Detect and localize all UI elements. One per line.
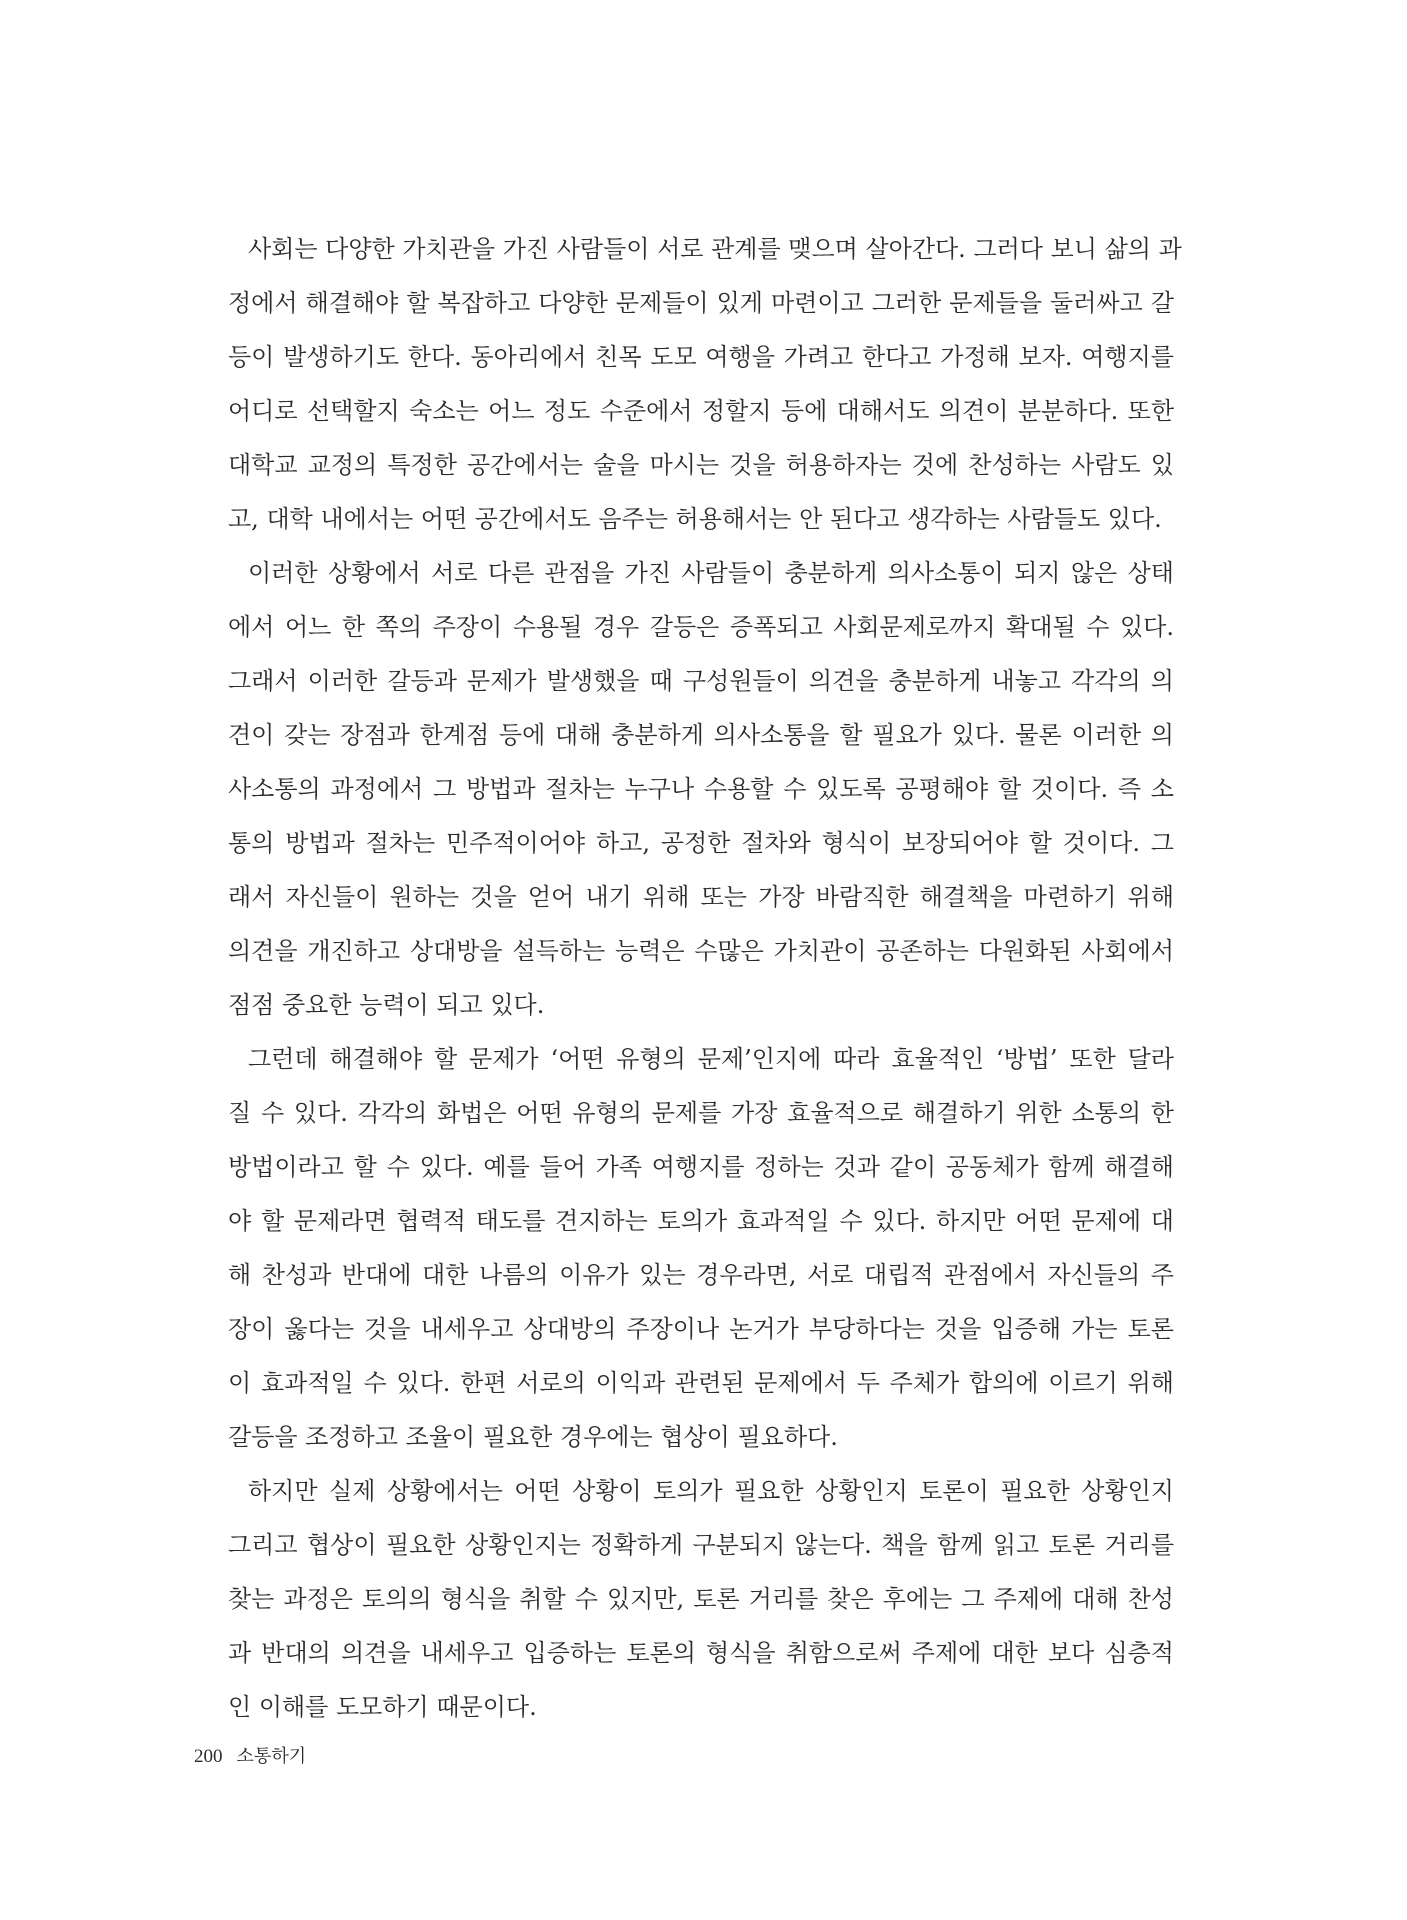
text-line: 어디로 선택할지 숙소는 어느 정도 수준에서 정할지 등에 대해서도 의견이 분분하다. 또한 bbox=[228, 397, 1174, 425]
text-line: 점점 중요한 능력이 되고 있다. bbox=[228, 991, 545, 1019]
text-line: 정에서 해결해야 할 복잡하고 다양한 문제들이 있게 마련이고 그러한 문제들을 둘러싸고 갈 bbox=[228, 289, 1174, 317]
text-line: 인 이해를 도모하기 때문이다. bbox=[228, 1693, 537, 1721]
text-line: 고, 대학 내에서는 어떤 공간에서도 음주는 허용해서는 안 된다고 생각하는 사람들도 있다. bbox=[228, 505, 1162, 533]
text-line: 의견을 개진하고 상대방을 설득하는 능력은 수많은 가치관이 공존하는 다원화된 사회에서 bbox=[228, 937, 1174, 965]
text-line: 등이 발생하기도 한다. 동아리에서 친목 도모 여행을 가려고 한다고 가정해 보자. 여행지를 bbox=[228, 343, 1174, 371]
text-line: 하지만 실제 상황에서는 어떤 상황이 토의가 필요한 상황인지 토론이 필요한 상황인지 bbox=[248, 1477, 1174, 1505]
text-line: 사회는 다양한 가치관을 가진 사람들이 서로 관계를 맺으며 살아간다. 그러다 보니 삶의 과 bbox=[248, 235, 1182, 263]
body-text bbox=[228, 222, 1182, 1734]
text-line: 이 효과적일 수 있다. 한편 서로의 이익과 관련된 문제에서 두 주체가 합의에 이르기 위해 bbox=[228, 1369, 1174, 1397]
text-line: 야 할 문제라면 협력적 태도를 견지하는 토의가 효과적일 수 있다. 하지만 어떤 문제에 대 bbox=[228, 1207, 1174, 1235]
text-line: 에서 어느 한 쪽의 주장이 수용될 경우 갈등은 증폭되고 사회문제로까지 확대될 수 있다. bbox=[228, 613, 1174, 641]
text-line: 찾는 과정은 토의의 형식을 취할 수 있지만, 토론 거리를 찾은 후에는 그 주제에 대해 찬성 bbox=[228, 1585, 1174, 1613]
text-line: 해 찬성과 반대에 대한 나름의 이유가 있는 경우라면, 서로 대립적 관점에서 자신들의 주 bbox=[228, 1261, 1174, 1289]
running-title: 소통하기 bbox=[236, 1746, 307, 1767]
text-line: 그런데 해결해야 할 문제가 ‘어떤 유형의 문제’인지에 따라 효율적인 ‘방법’ 또한 달라 bbox=[248, 1045, 1174, 1073]
page-footer bbox=[194, 1744, 306, 1769]
text-line: 그래서 이러한 갈등과 문제가 발생했을 때 구성원들이 의견을 충분하게 내놓고 각각의 의 bbox=[228, 667, 1174, 695]
text-line: 갈등을 조정하고 조율이 필요한 경우에는 협상이 필요하다. bbox=[228, 1423, 838, 1451]
text-line: 사소통의 과정에서 그 방법과 절차는 누구나 수용할 수 있도록 공평해야 할 것이다. 즉 소 bbox=[228, 775, 1174, 803]
text-line: 견이 갖는 장점과 한계점 등에 대해 충분하게 의사소통을 할 필요가 있다. 물론 이러한 의 bbox=[228, 721, 1174, 749]
text-line: 방법이라고 할 수 있다. 예를 들어 가족 여행지를 정하는 것과 같이 공동체가 함께 해결해 bbox=[228, 1153, 1174, 1181]
text-line: 통의 방법과 절차는 민주적이어야 하고, 공정한 절차와 형식이 보장되어야 할 것이다. 그 bbox=[228, 829, 1174, 857]
text-line: 과 반대의 의견을 내세우고 입증하는 토론의 형식을 취함으로써 주제에 대한 보다 심층적 bbox=[228, 1639, 1174, 1667]
text-line: 래서 자신들이 원하는 것을 얻어 내기 위해 또는 가장 바람직한 해결책을 마련하기 위해 bbox=[228, 883, 1174, 911]
text-line: 질 수 있다. 각각의 화법은 어떤 유형의 문제를 가장 효율적으로 해결하기 위한 소통의 한 bbox=[228, 1099, 1174, 1127]
text-line: 그리고 협상이 필요한 상황인지는 정확하게 구분되지 않는다. 책을 함께 읽고 토론 거리를 bbox=[228, 1531, 1174, 1559]
text-line: 대학교 교정의 특정한 공간에서는 술을 마시는 것을 허용하자는 것에 찬성하는 사람도 있 bbox=[228, 451, 1174, 479]
page-number: 200 bbox=[194, 1746, 223, 1767]
text-line: 이러한 상황에서 서로 다른 관점을 가진 사람들이 충분하게 의사소통이 되지 않은 상태 bbox=[248, 559, 1174, 587]
text-line: 장이 옳다는 것을 내세우고 상대방의 주장이나 논거가 부당하다는 것을 입증해 가는 토론 bbox=[228, 1315, 1174, 1343]
